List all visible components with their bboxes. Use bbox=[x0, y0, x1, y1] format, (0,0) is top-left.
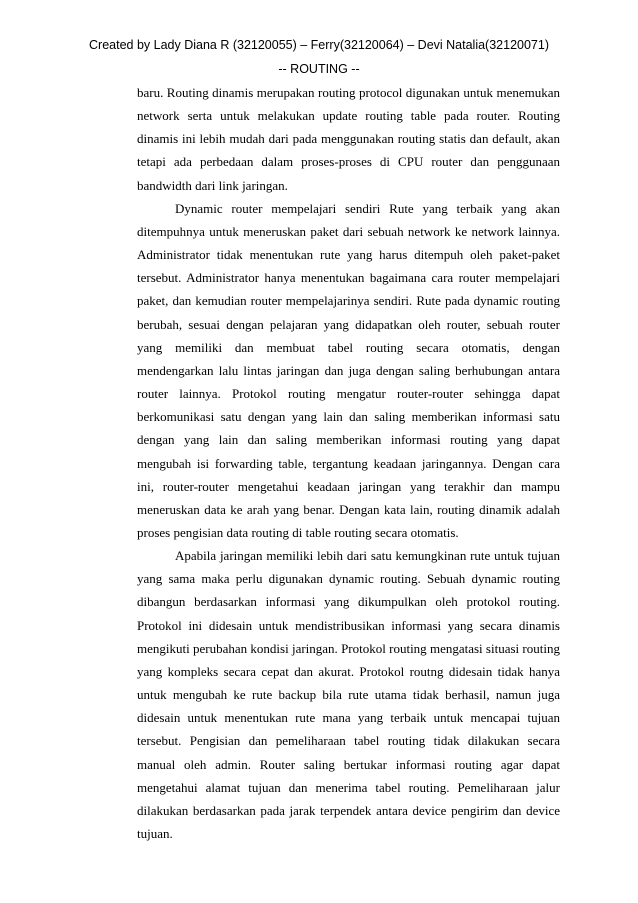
header-credit: Created by Lady Diana R (32120055) – Ferry(32120064) – Devi Natalia(32120071) bbox=[89, 38, 549, 52]
paragraph-dynamic-router: Dynamic router mempelajari sendiri Rute yang terbaik yang akan ditempuhnya untuk meneruskan paket dari sebuah network ke network lainnya. Administrator tidak menentukan rute yang harus ditempuh oleh paket-paket tersebut. Administrator hanya menentukan bagaimana cara router mempelajari paket, dan kemudian router mempelajarinya sendiri. Rute pada dynamic routing berubah, sesuai dengan pelajaran yang didapatkan oleh router, sebuah router yang memiliki dan membuat tabel routing secara otomatis, dengan mendengarkan lalu lintas jaringan dan juga dengan saling berhubungan antara router lainnya. Protokol routing mengatur router-router sehingga dapat berkomunikasi satu dengan yang lain dan saling memberikan informasi satu dengan yang lain dan saling memberikan informasi routing yang dapat mengubah isi forwarding table, tergantung keadaan jaringannya. Dengan cara ini, router-router mengetahui keadaan jaringan yang terakhir dan mampu meneruskan data ke arah yang benar. Dengan kata lain, routing dinamik adalah proses pengisian data routing di table routing secara otomatis. bbox=[137, 200, 560, 540]
paragraph-multiple-routes: Apabila jaringan memiliki lebih dari satu kemungkinan rute untuk tujuan yang sama maka perlu digunakan dynamic routing. Sebuah dynamic routing dibangun berdasarkan informasi yang dikumpulkan oleh protokol routing. Protokol ini didesain untuk mendistribusikan informasi yang secara dinamis mengikuti perubahan kondisi jaringan. Protokol routing mengatasi situasi routing yang kompleks secara cepat dan akurat. Protokol routng didesain tidak hanya untuk mengubah ke rute backup bila rute utama tidak berhasil, namun juga didesain untuk menentukan rute mana yang terbaik untuk mencapai tujuan tersebut. Pengisian dan pemeliharaan tabel routing tidak dilakukan secara manual oleh admin. Router saling bertukar informasi routing agar dapat mengetahui alamat tujuan dan menerima tabel routing. Pemeliharaan jalur dilakukan berdasarkan pada jarak terpendek antara device pengirim dan device tujuan. bbox=[137, 548, 560, 841]
paragraph-continuation: baru. Routing dinamis merupakan routing protocol digunakan untuk menemukan network serta untuk melakukan update routing table pada router. Routing dinamis ini lebih mudah dari pada menggunakan routing statis dan default, akan tetapi ada perbedaan dalam proses-proses di CPU router dan penggunaan bandwidth dari link jaringan. bbox=[137, 85, 560, 193]
header-topic: -- ROUTING -- bbox=[278, 62, 360, 76]
body-text bbox=[137, 81, 560, 845]
